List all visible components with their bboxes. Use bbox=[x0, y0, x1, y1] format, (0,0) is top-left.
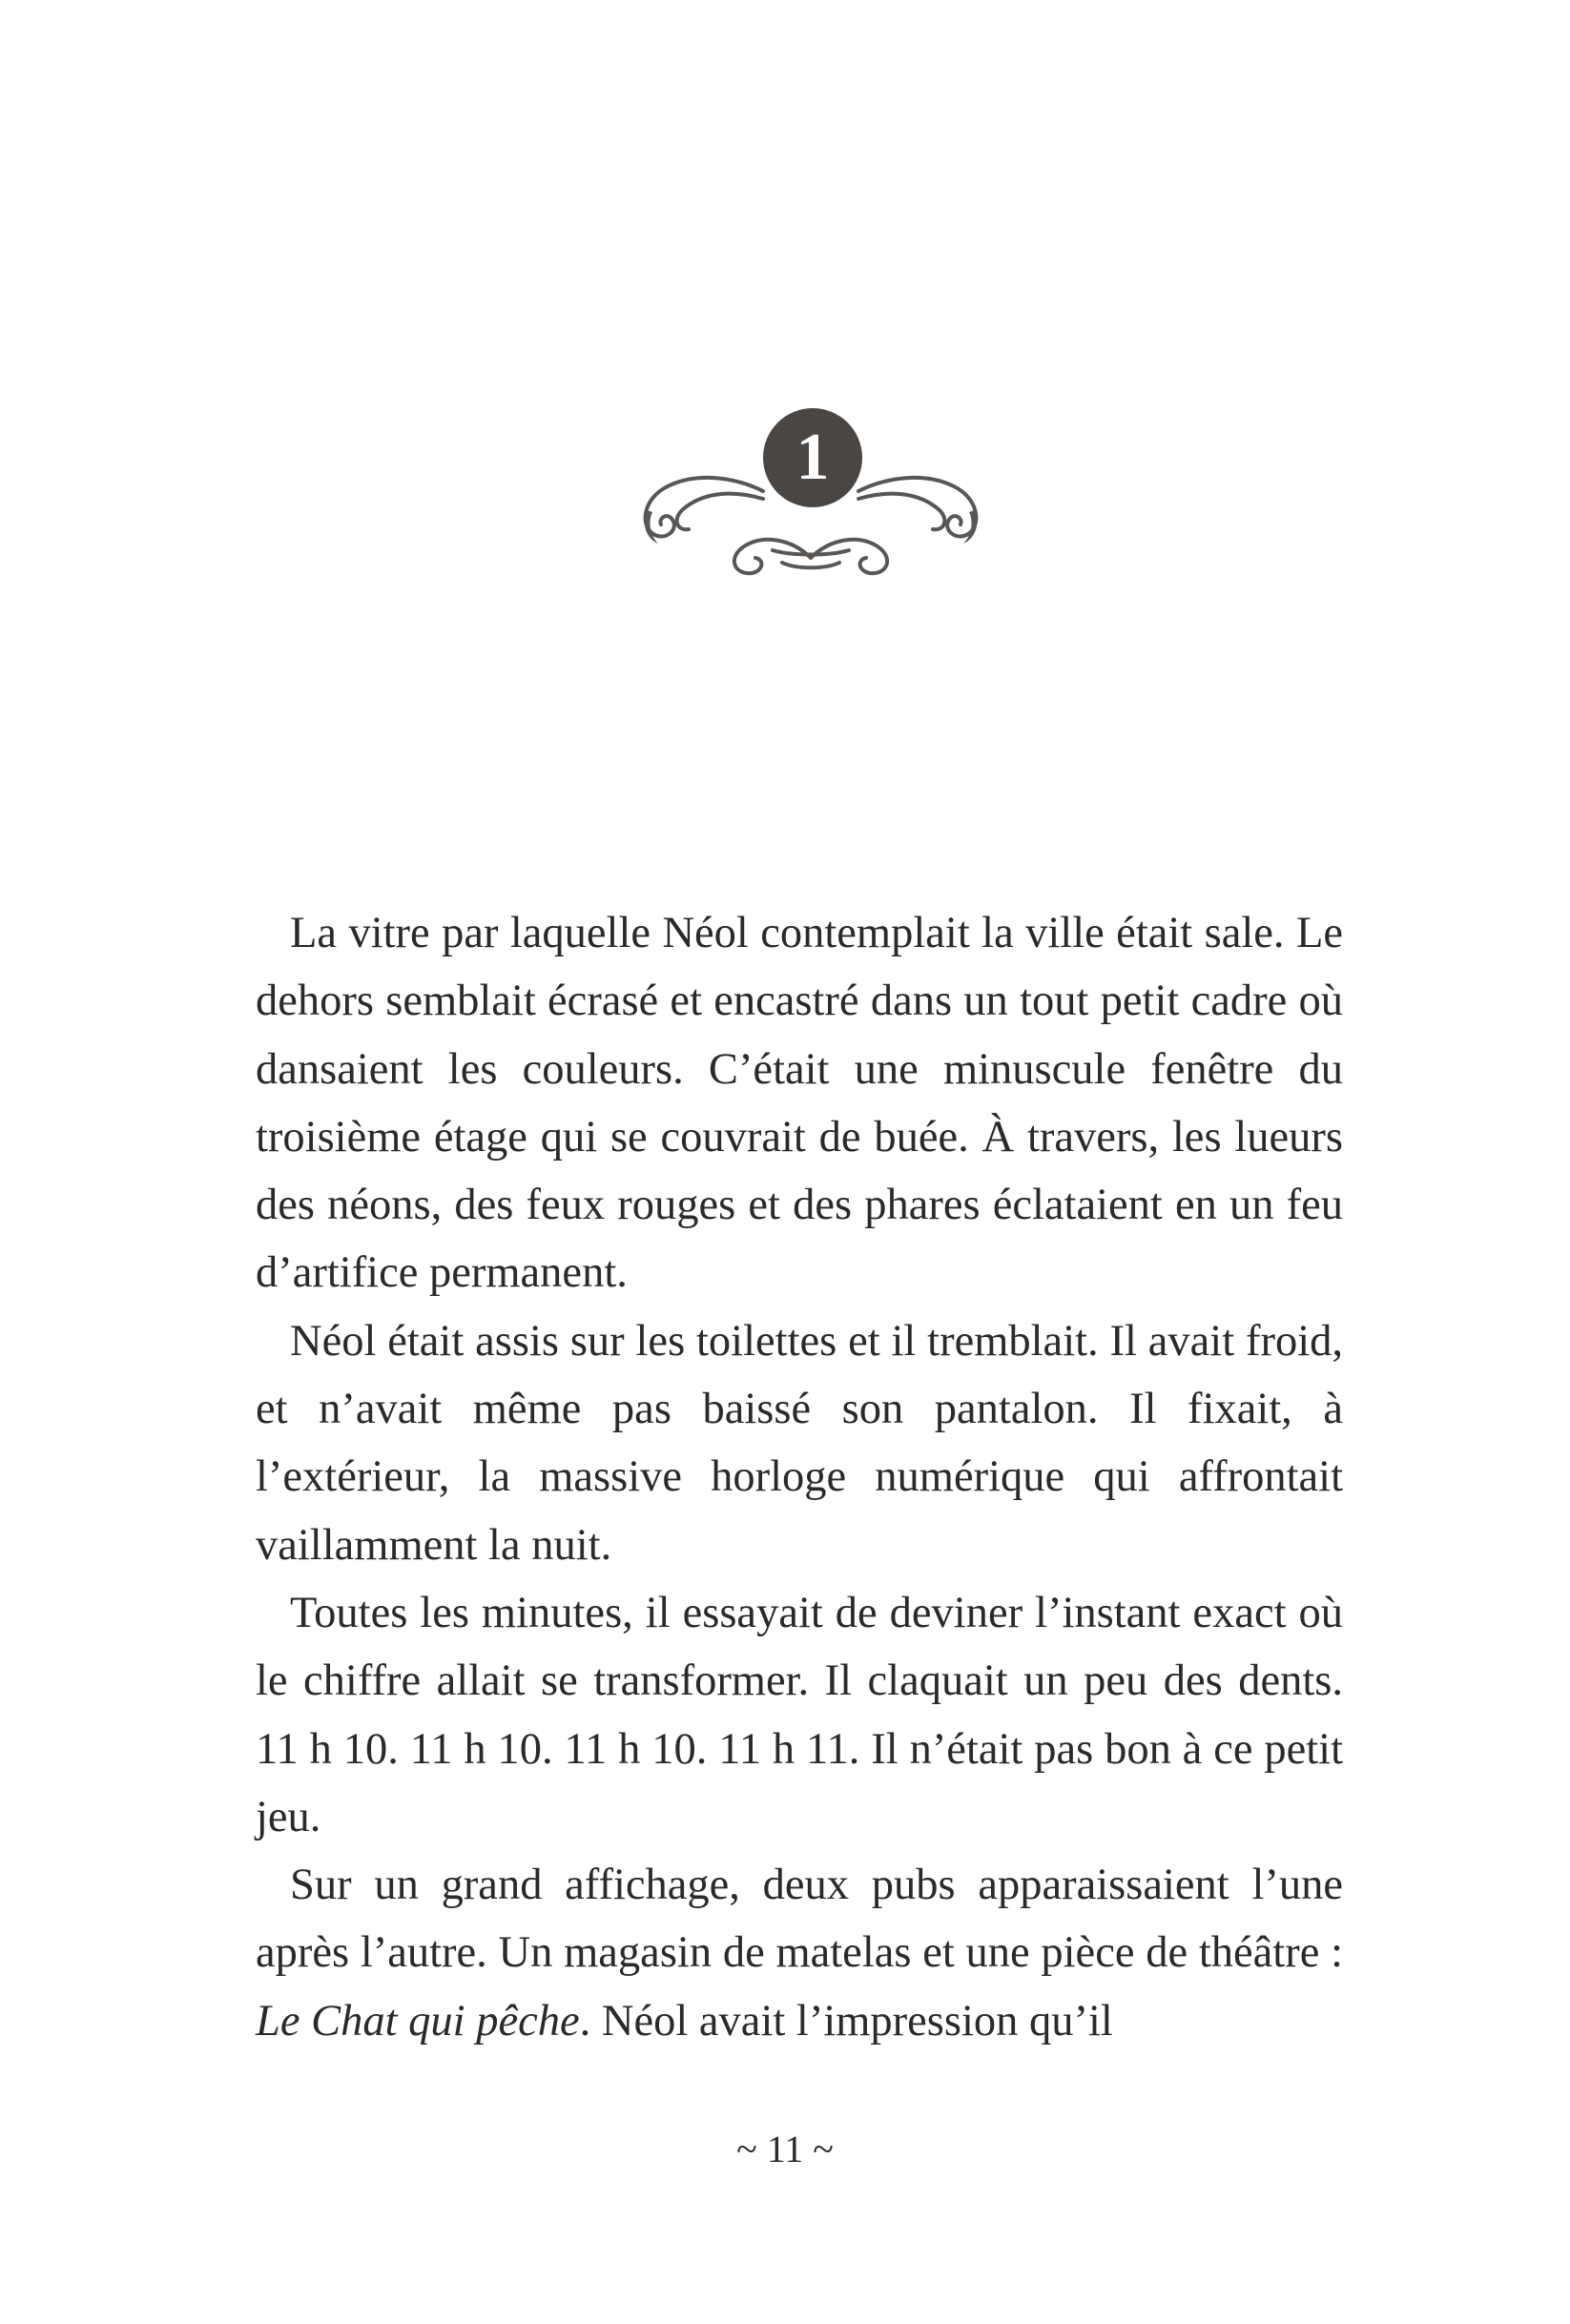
page-number: ~ 11 ~ bbox=[736, 2128, 834, 2170]
paragraph bbox=[256, 1851, 1343, 2055]
paragraph: Toutes les minutes, il essayait de deviner l’instant exact où le chiffre allait se transformer. Il claquait un peu des dents. 11 h 10. 11 h 10. 11 h 10. 11 h 11. Il n’était pas bon à ce petit jeu. bbox=[256, 1588, 1343, 1841]
paragraph-text: . Néol avait l’impression qu’il bbox=[579, 1996, 1113, 2046]
paragraph: Néol était assis sur les toilettes et il tremblait. Il avait froid, et n’avait même pas baissé son pantalon. Il fixait, à l’extérieur, la massive horloge numérique qui affrontait vaillamment la nuit. bbox=[256, 1316, 1343, 1570]
paragraph: La vitre par laquelle Néol contemplait la ville était sale. Le dehors semblait écrasé et encastré dans un tout petit cadre où dansaient les couleurs. C’était une minuscule fenêtre du troisième étage qui se couvrait de buée. À travers, les lueurs des néons, des feux rouges et des phares éclataient en un feu d’artifice permanent. bbox=[256, 909, 1343, 1298]
chapter-number-badge: 1 bbox=[763, 408, 862, 507]
paragraph-text: Sur un grand affichage, deux pubs apparaissaient l’une après l’autre. Un magasin de matelas et une pièce de théâtre : bbox=[256, 1861, 1343, 1978]
body-text bbox=[256, 899, 1343, 2055]
play-title: Le Chat qui pêche bbox=[256, 1996, 580, 2046]
